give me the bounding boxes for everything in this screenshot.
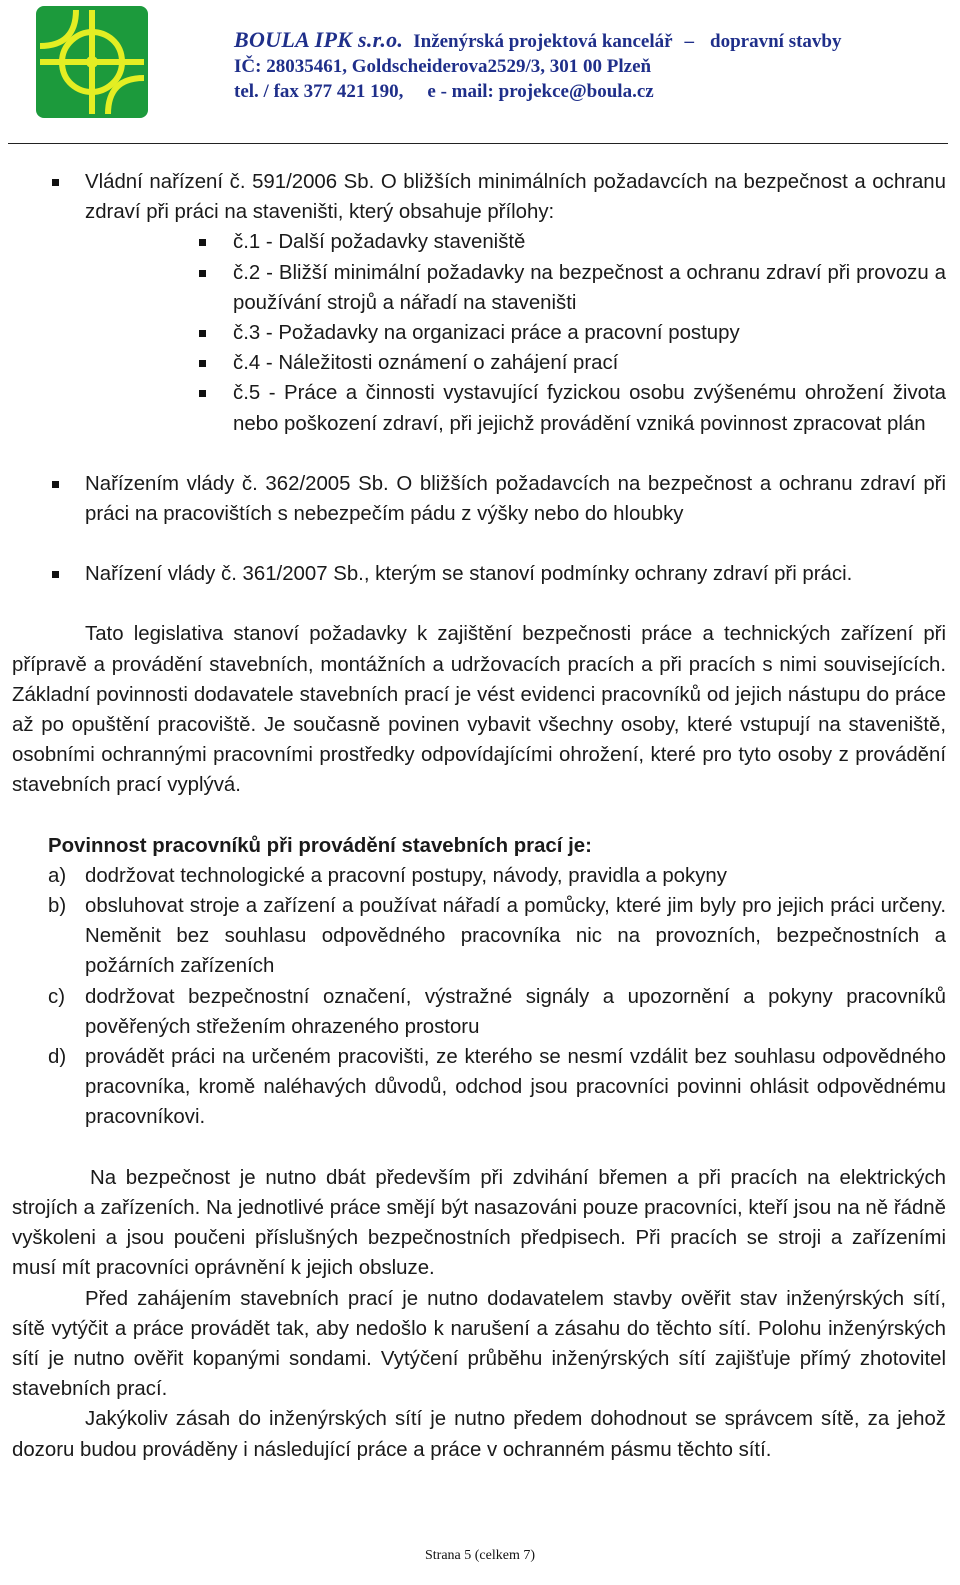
bullet-icon <box>199 390 206 397</box>
list-item <box>12 378 946 438</box>
page-body <box>12 167 946 1465</box>
phone-fax: tel. / fax 377 421 190, <box>234 81 404 102</box>
paragraph-safety: Na bezpečnost je nutno dbát především při zdvihání břemen a při pracích na elektrických strojích a zařízeních. Na jednotlivé práce smějí být nasazováni pouze pracovníci, kteří jsou na ně řádně vyškoleni a jsou poučeni příslušných bezpečnostních předpisech. Při pracích se stroji a zařízeními musí mít pracovníci oprávnění k jejich obsluze. <box>12 1166 946 1280</box>
header-divider <box>8 143 948 144</box>
paragraph-networks: Před zahájením stavebních prací je nutno dodavatelem stavby ověřit stav inženýrských sítí, sítě vytýčit a práce provádět tak, aby nedošlo k narušení a zásahu do těchto sítí. Polohu inženýrských sítí je nutno ověřit kopanými sondami. Vytýčení průběhu inženýrských sítí zajišťuje přímý zhotovitel stavebních prací. <box>12 1287 946 1401</box>
section-heading: Povinnost pracovníků při provádění stavebních prací je: <box>48 834 592 857</box>
bullet-icon <box>52 571 59 578</box>
office-specialization: dopravní stavby <box>710 31 842 52</box>
list-item <box>12 891 946 982</box>
company-name: BOULA IPK s.r.o. <box>234 27 404 52</box>
bullet-icon <box>199 239 206 246</box>
list-item <box>12 167 946 439</box>
paragraph-legislation: Tato legislativa stanoví požadavky k zajištění bezpečnosti práce a technických zařízení při přípravě a provádění stavebních, montážních a udržovacích pracích a při pracích s nimi souvisejících. Základní povinnosti dodavatele stavebních prací je vést evidenci pracovníků od jejich nástupu do práce až po opuštění pracoviště. Je současně povinen vybavit všechny osoby, které vstupují na staveniště, osobními ochrannými pracovními prostředky odpovídajícími ohrožení, které pro tyto osoby z provádění stavebních prací vyplývá. <box>12 623 946 797</box>
bullet-icon <box>52 481 59 488</box>
list-item <box>12 861 946 891</box>
list-marker: b) <box>48 895 67 918</box>
bullet-icon <box>52 179 59 186</box>
list-item-text: Nařízení vlády č. 361/2007 Sb., kterým se stanoví podmínky ochrany zdraví při práci. <box>85 563 853 586</box>
bullet-icon <box>199 270 206 277</box>
list-item-text: Nařízením vlády č. 362/2005 Sb. O bližších požadavcích na bezpečnost a ochranu zdraví při práci na pracovištích s nebezpečím pádu z výšky nebo do hloubky <box>85 472 946 526</box>
annex-text: č.3 - Požadavky na organizaci práce a pracovní postupy <box>233 322 740 345</box>
list-marker: a) <box>48 864 67 887</box>
office-name: Inženýrská projektová kancelář <box>413 31 673 52</box>
company-id-address: IČ: 28035461, Goldscheiderova2529/3, 301 00 Plzeň <box>234 56 652 77</box>
list-item-text: dodržovat technologické a pracovní postupy, návody, pravidla a pokyny <box>85 864 727 887</box>
list-item <box>12 1042 946 1133</box>
annex-text: č.1 - Další požadavky staveniště <box>233 231 526 254</box>
company-logo <box>36 6 148 118</box>
annex-list <box>12 227 946 438</box>
legislation-list <box>12 167 946 589</box>
annex-text: č.4 - Náležitosti oznámení o zahájení prací <box>233 352 619 375</box>
list-item <box>12 227 946 257</box>
list-item-text: obsluhovat stroje a zařízení a používat nářadí a pomůcky, které jim byly pro jejich práci určeny. Neměnit bez souhlasu odpovědného pracovníka nic na provozních, bezpečnostních a požárních zařízeních <box>85 895 946 978</box>
annex-text: č.2 - Bližší minimální požadavky na bezpečnost a ochranu zdraví při provozu a používání strojů a nářadí na staveništi <box>233 261 946 314</box>
separator-dash: – <box>684 31 695 52</box>
list-item-text: Vládní nařízení č. 591/2006 Sb. O bližších minimálních požadavcích na bezpečnost a ochranu zdraví při práci na staveništi, který obsahuje přílohy: <box>85 171 946 224</box>
spacer <box>12 801 946 831</box>
paragraph-interventions: Jakýkoliv zásah do inženýrských sítí je nutno předem dohodnout se správcem sítě, za jehož dozoru budou prováděny i následující práce a práce v ochranném pásmu těchto sítí. <box>12 1408 946 1461</box>
list-item-text: provádět práci na určeném pracovišti, ze kterého se nesmí vzdálit bez souhlasu odpovědného pracovníka, kromě naléhavých důvodů, odchod jsou pracovníci povinni ohlásit odpovědnému pracovníkovi. <box>85 1046 946 1129</box>
list-item <box>12 258 946 318</box>
list-item <box>12 469 946 529</box>
list-item <box>12 559 946 589</box>
letterhead-text <box>234 27 934 104</box>
list-marker: d) <box>48 1046 67 1069</box>
list-item <box>12 318 946 348</box>
list-spacer <box>12 529 946 559</box>
page-number: Strana 5 (celkem 7) <box>424 1548 535 1563</box>
list-item-text: dodržovat bezpečnostní označení, výstražné signály a upozornění a pokyny pracovníků pověřených střežením ohrazeného prostoru <box>85 985 946 1038</box>
letterhead-line-3 <box>234 79 934 104</box>
list-item <box>12 982 946 1042</box>
bullet-icon <box>199 330 206 337</box>
email-address: e - mail: projekce@boula.cz <box>427 81 654 102</box>
letterhead <box>0 0 960 150</box>
list-marker: c) <box>48 985 65 1008</box>
list-item <box>12 348 946 378</box>
spacer <box>12 1133 946 1163</box>
duties-list <box>12 861 946 1133</box>
spacer <box>12 589 946 619</box>
interchange-logo-icon <box>36 6 148 118</box>
annex-text: č.5 - Práce a činnosti vystavující fyzickou osobu zvýšenému ohrožení života nebo poškození zdraví, při jejichž provádění vzniká povinnost zpracovat plán <box>233 382 946 435</box>
bullet-icon <box>199 360 206 367</box>
list-spacer <box>12 439 946 469</box>
letterhead-line-1 <box>234 27 934 54</box>
